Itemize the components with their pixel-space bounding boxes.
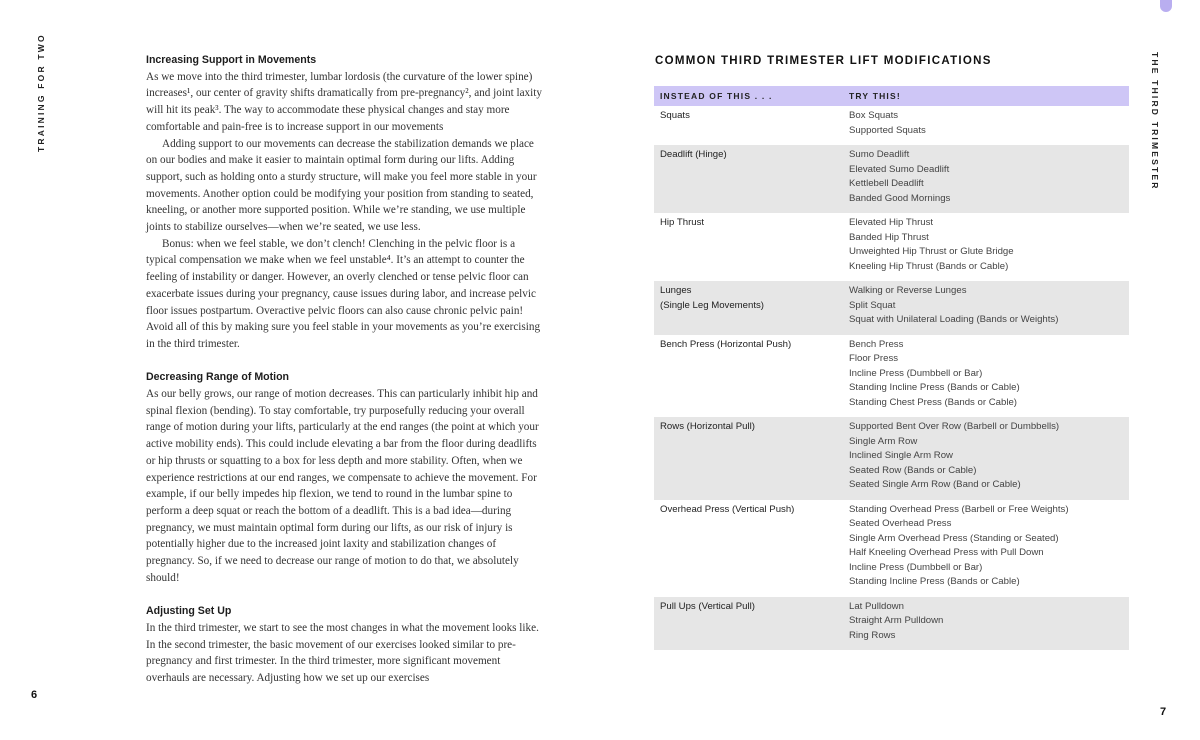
- alternative-item: Incline Press (Dumbbell or Bar): [849, 561, 983, 573]
- chapter-tab-marker: [1160, 0, 1172, 12]
- alternatives-cell: [849, 600, 1129, 644]
- alternative-item: Seated Overhead Press: [849, 518, 952, 529]
- alternative-item: Banded Good Mornings: [849, 192, 951, 204]
- running-head-left: TRAINING FOR TWO: [36, 33, 46, 152]
- alternative-item: Supported Bent Over Row (Barbell or Dumbbells): [849, 421, 1060, 432]
- alternative-item: Straight Arm Pulldown: [849, 615, 944, 626]
- exercise-cell: [654, 148, 849, 206]
- alternative-item: Supported Squats: [849, 124, 926, 136]
- modifications-table: [654, 86, 1129, 650]
- alternative-item: Sumo Deadlift: [849, 149, 910, 160]
- exercise-cell: [654, 216, 849, 274]
- table-body: [654, 106, 1129, 650]
- heading-increasing-support: Increasing Support in Movements: [146, 54, 317, 66]
- table-title: COMMON THIRD TRIMESTER LIFT MODIFICATIONS: [655, 55, 992, 67]
- exercise-name: Deadlift (Hinge): [660, 149, 727, 160]
- alternative-item: Box Squats: [849, 110, 899, 121]
- alternative-item: Bench Press: [849, 338, 904, 350]
- alternatives-cell: [849, 338, 1129, 411]
- alternative-item: Standing Incline Press (Bands or Cable): [849, 576, 1020, 587]
- alternatives-cell: [849, 148, 1129, 206]
- alternative-item: Ring Rows: [849, 629, 896, 641]
- alternative-item: Banded Hip Thrust: [849, 231, 929, 243]
- alternative-item: Seated Single Arm Row (Band or Cable): [849, 479, 1021, 490]
- table-row: [654, 417, 1129, 500]
- alternative-item: Single Arm Overhead Press (Standing or Seated): [849, 532, 1059, 544]
- alternative-item: Half Kneeling Overhead Press with Pull Down: [849, 547, 1044, 558]
- exercise-name: Lunges: [660, 285, 692, 296]
- alternatives-cell: [849, 284, 1129, 328]
- alternative-item: Single Arm Row: [849, 435, 918, 447]
- alternative-item: Squat with Unilateral Loading (Bands or Weights): [849, 314, 1059, 325]
- exercise-name: Hip Thrust: [660, 217, 705, 228]
- table-row: [654, 597, 1129, 651]
- exercise-subtitle: (Single Leg Movements): [660, 299, 764, 311]
- exercise-cell: [654, 284, 849, 328]
- paragraph: As our belly grows, our range of motion decreases. This can particularly inhibit hip and spinal flexion (bending). To stay comfortable, try purposefully reducing your overall range of motion during your lifts, particularly at the end ranges (the point at which your active mobility ends). This could include elevating a bar from the floor during deadlifts or hip thrusts or squatting to a box for less depth and more stability. Often, when we experience restrictions at our end ranges, we compensate to achieve the movement. For example, if our belly impedes hip flexion, we tend to round in the lumbar spine to perform a deep squat or reach the bottom of a deadlift. This is a bad idea—during pregnancy, we must maintain optimal form during our lifts, as our risk of injury is potentially higher due to the increased joint laxity and stabilization changes of pregnancy. So, if we need to decrease our range of motion to do that, we absolutely should!: [146, 388, 539, 584]
- alternative-item: Standing Chest Press (Bands or Cable): [849, 396, 1017, 408]
- table-row: [654, 335, 1129, 418]
- exercise-cell: [654, 420, 849, 493]
- table-row: [654, 106, 1129, 145]
- heading-adjusting-setup: Adjusting Set Up: [146, 605, 232, 618]
- alternative-item: Floor Press: [849, 353, 899, 364]
- alternative-item: Inclined Single Arm Row: [849, 450, 953, 461]
- alternative-item: Standing Incline Press (Bands or Cable): [849, 382, 1020, 393]
- header-try: TRY THIS!: [849, 91, 901, 101]
- header-instead: INSTEAD OF THIS . . .: [660, 91, 773, 101]
- table-row: [654, 281, 1129, 335]
- alternative-item: Elevated Hip Thrust: [849, 217, 934, 228]
- page-number-left: 6: [31, 689, 38, 701]
- alternatives-cell: [849, 109, 1129, 138]
- alternative-item: Incline Press (Dumbbell or Bar): [849, 367, 983, 379]
- exercise-name: Overhead Press (Vertical Push): [660, 503, 795, 515]
- alternatives-cell: [849, 503, 1129, 590]
- exercise-cell: [654, 338, 849, 411]
- table-header: [654, 86, 1129, 106]
- exercise-name: Rows (Horizontal Pull): [660, 421, 755, 432]
- body-text-column: [146, 52, 546, 687]
- paragraph: In the third trimester, we start to see the most changes in what the movement looks like. In the second trimester, the basic movement of our exercises looked similar to pre-pregnancy and first trimester. In the third trimester, more significant movement overhauls are necessary. Adjusting how we set up our exercises: [146, 621, 539, 684]
- exercise-cell: [654, 600, 849, 644]
- table-row: [654, 500, 1129, 597]
- alternative-item: Seated Row (Bands or Cable): [849, 464, 977, 476]
- alternative-item: Split Squat: [849, 299, 896, 311]
- exercise-name: Pull Ups (Vertical Pull): [660, 600, 755, 612]
- alternative-item: Standing Overhead Press (Barbell or Free Weights): [849, 503, 1069, 515]
- exercise-cell: [654, 503, 849, 590]
- running-head-right: THE THIRD TRIMESTER: [1150, 52, 1160, 191]
- table-row: [654, 145, 1129, 213]
- exercise-cell: [654, 109, 849, 138]
- alternative-item: Lat Pulldown: [849, 600, 904, 612]
- alternative-item: Elevated Sumo Deadlift: [849, 163, 950, 175]
- page-number-right: 7: [1160, 706, 1167, 718]
- table-row: [654, 213, 1129, 281]
- alternatives-cell: [849, 216, 1129, 274]
- paragraph: Adding support to our movements can decrease the stabilization demands we place on our bodies and make it easier to maintain optimal form during our lifts. Adding support, such as holding onto a sturdy structure, will make you feel more stable in your movements. Another option could be modifying your position from standing to seated, kneeling, or another more supported position. While we’re standing, we use multiple joints to stabilize ourselves—when we’re seated, we use less.: [146, 137, 537, 234]
- paragraph: Bonus: when we feel stable, we don’t clench! Clenching in the pelvic floor is a typical compensation we make when we feel unstable⁴. It’s an attempt to counter the feeling of instability or danger. However, an overly clenched or tense pelvic floor can exacerbate issues during your pregnancy, cause issues during labor, and increase pelvic floor issues postpartum. Overactive pelvic floors can also cause chronic pelvic pain! Avoid all of this by making sure you feel stable in your movements as you’re exercising in the third trimester.: [146, 237, 541, 350]
- exercise-name: Squats: [660, 110, 690, 121]
- alternative-item: Unweighted Hip Thrust or Glute Bridge: [849, 246, 1014, 257]
- alternatives-cell: [849, 420, 1129, 493]
- alternative-item: Walking or Reverse Lunges: [849, 285, 967, 296]
- heading-decreasing-range: Decreasing Range of Motion: [146, 371, 290, 384]
- alternative-item: Kneeling Hip Thrust (Bands or Cable): [849, 260, 1009, 272]
- alternative-item: Kettlebell Deadlift: [849, 178, 924, 189]
- paragraph: As we move into the third trimester, lumbar lordosis (the curvature of the lower spine) increases¹, our center of gravity shifts dramatically from pre-pregnancy², and joint laxity will hit its peak³. The way to accommodate these physical changes and stay more comfortable and pain-free is to increase support in our movements: [146, 70, 542, 133]
- exercise-name: Bench Press (Horizontal Push): [660, 338, 792, 350]
